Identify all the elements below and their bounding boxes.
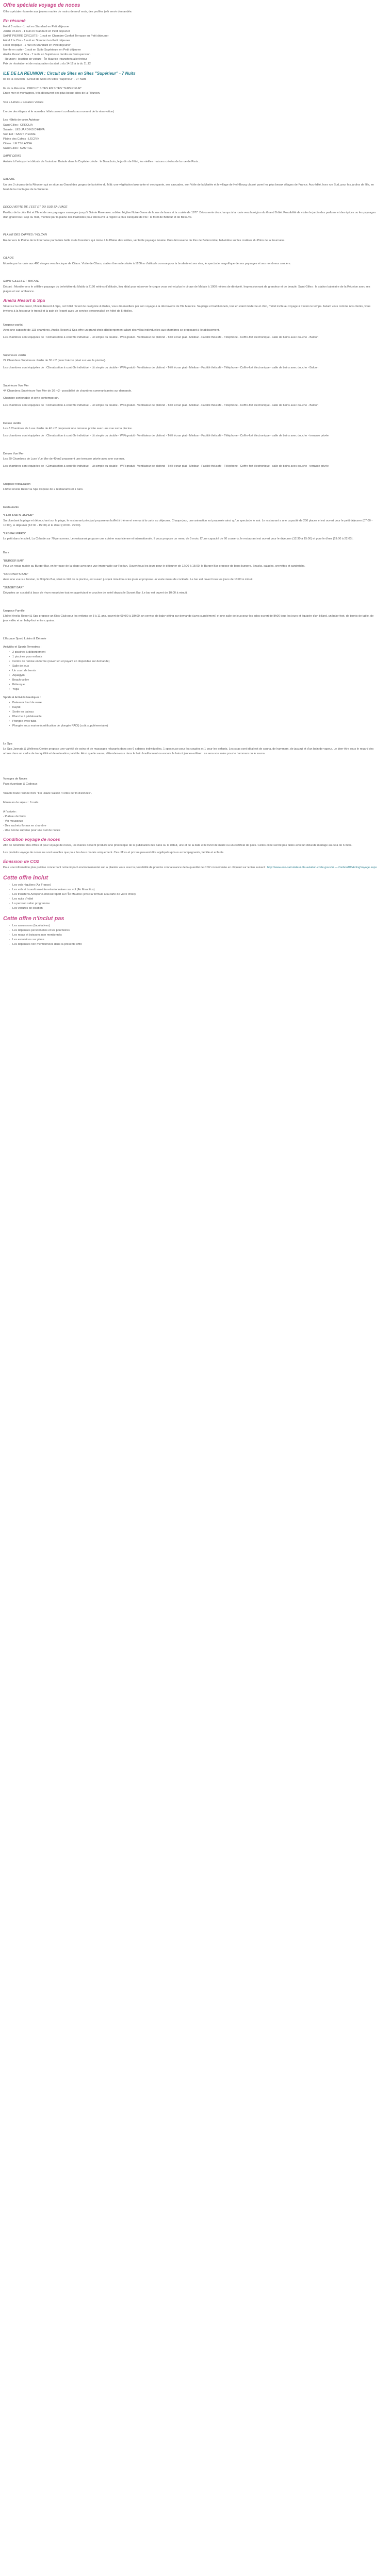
list-item: • Centre de remise en forme (ouvert en et payant en disponible sur demande) [12,659,379,664]
room-1-text: 22 Chambres Supérieure Jardin de 30 m2 (avec balcon privé sur vue la piscine). [3,359,106,362]
saint-denis-text: Arrivée à l'aéroport et débute de l'autotour. Balade dans la Capitale créole : le Barachois, le jardin de l'état, les vieilles maisons créoles de la rue de Paris... [3,160,201,163]
restaurant-1-name: "LES PALMIERS" [3,532,26,535]
text-line: Nomfe en suite - 1 nuit en Suite Supérieure en Petit déjeuner [3,48,82,52]
restaurant-0-name: "LA PLAGE BLANCHE" [3,514,34,517]
emission-body: Pour une information plus précise concernant notre impact environnemental sur la planète vous avez la possibilité de prendre connaissance de la quantité de CO2 consommée en cliquant sur le lien suivant : [3,866,267,869]
text-line: Hôtel 2 la Cira - 1 nuit en Standard en Petit déjeuner [3,39,70,42]
text-line: Minimum de séjour : 6 nuits [3,801,39,804]
restaurant-5-text: Dégustez un cocktail à base de rhum mauricien tout en appréciant le coucher de soleil depuis le Sunset Bar. Le bar est ouvert de 10:00 à minuit. [3,591,188,595]
room-2-label: Supérieure Vue Mer [3,384,29,387]
inclut-list [3,883,379,911]
room-0-text: Avec une capacité de 133 chambres, Anelia Resort & Spa offre un grand choix d'hébergement allant des villas individuelles aux chambres se proposant à l'établissement. [3,329,220,332]
plaine-text: Route vers la Plaine de la Fournaise par la très belle route forestière qui mène à la Plaine des sables, véritable paysage lunaire. Puis découverte du Pas de Bellecombe, belvédère sur les cratères du Piton de la Fournaise. [3,239,285,242]
spa-text: Le Spa Jannata & Wellness Centre propose une variété de soins et de massages relaxants dans ses 6 cabines individuelles, 1 spacieuse pour les couples et 1 pour les enfants. Les spas sont idéal est de sauna, de hammam, de jacuzzi et d'un bain de vapeur. Le bien-être sous le regard des arbres dans un cadre de tranquillité et de relaxation paisible. Ainsi que le sauna, détendez-vous dans le bain bouillonnant ou encore le bain à jeunes-utiliser : ce sera vos soins pour le hammam ou le sauna. [3,748,374,755]
text-line: Cilaos : LE TSILAOSA [3,142,32,145]
voyage-label: Voyages de Noces [3,777,27,781]
list-item: - Les dépenses non mentionnées dans la présente offre [12,942,379,947]
list-item: • 2 piscines à débordement [12,650,379,655]
anelia-heading: Anelia Resort & Spa [3,298,45,303]
text-line: Prix de résolution et de restauration du start u du 14.12 à la du 11.12 [3,62,91,65]
condition-text2: Les produits voyage de noces ne sont valables que pour les deux mariés uniquement. Ces offres et prix ne peuvent être appliqués qu'aux accompagnants, famille et enfants. [3,851,224,854]
room-0-label: Unspace partial [3,324,23,327]
emission-heading: Émission de CO2 [3,859,39,864]
room-3-text: Les 8 Chambres de Luxe Jardin de 40 m2 proposent une terrasse privée avec une vue sur la piscine. [3,427,133,430]
espace-famille-text: L'hôtel Anelia Resort & Spa propose un Kids Club pour les enfants de 3 à 11 ans, ouvert de 09h00 à 18h00, un service de baby-sitting sur demande (avec supplément) et une salle de jeux pour les ados ouvert de 8h00 tous les jours et équipée d'un billard, un baby-foot, de tennis de table, de jeux vidéo et un baby-foot entre copains. [3,615,374,622]
restaurant-1-text: Le petit dans le soleil, La Cirbade sur 70 personnes. Le restaurant propose une cuisine mauricienne et internationale. Il vous propose un menu de 5 mois. D'une capacité de 60 couverts, le restaurant est ouvert pour le déjeuner (12:30 à 15:00) et pour le dîner (19:00 à 22:00). [3,537,353,540]
list-item: • Salle de jeux [12,664,379,669]
restaurant-4-text: Avec une vue sur l'océan, le Dolphin Bar, situé à côté de la piscine, est ouvert jusqu'à minuit tous les jours et propose un vaste menu de cocktails. Le bar est ouvert tous les jours de 10:00 à minuit. [3,578,253,581]
list-item: • Plongée sous marine (certification de plongée PADI) (coût supplémentaire) [12,724,379,728]
text-line [3,796,379,801]
list-item: - Les vols et taxes/trans-inter-réunionnaises sur vol (Air Mauritius) [12,888,379,892]
resume-heading: En résumé [3,18,26,23]
restaurants-label: Restaurants [3,506,19,509]
list-item: • Kayak [12,705,379,710]
hotels-label: Les Hôtels de votre Autotour [3,118,40,122]
room-3-text2: Les chambres sont équipées de : Climatisation à contrôle individuel - Lit simple ou double - WiFi gratuit - Ventilateur de plafond - Télé écran plat - Minibar - Facilité thé/café - Téléphone - Coffre-fort électronique - salle de bains avec douche - terrasse privée [3,434,329,437]
decouverte-heading: DECOUVERTE DE L'EST ET DU SUD SAUVAGE [3,206,68,209]
page-title: Offre spéciale voyage de noces [3,3,80,8]
text-line: Entre mer et montagnes, très découvert des plus beaux sites de la Réunion. [3,92,101,95]
emission-text [3,866,379,870]
decouverte-text: Profitez de la côte Est et l'île et de ses paysages sauvages jusqu'à Sainte Rose avec arbitre; l'église Notre-Dame de la rue de laves et la coulée de 1977. Découverte des champs à la route vers la région du Grand Brûlé. Possibilité de visiter le jardin des parfums et des épices ou les paysages d'un grand tour. Cap ou midi, montée par la plaine des Palmistes pour découvrir la région la plus tranquille de l'île : la forêt de Bébour et de Bélouve. [3,211,376,219]
voyage-lines [3,782,379,833]
restaurant-4-name: "COCONUTS BAR" [3,573,29,576]
hotels-lines [3,123,379,151]
plaine-heading: PLAINE DES CAFRES / VOLCAN [3,233,47,236]
text-line: SAINT PIERRE CIRCUITS - 1 nuit en Chambre Confort Terrasse en Petit déjeuner [3,35,109,38]
text-line: Anelia Resort & Spa - 7 nuits en Supérieure Jardin en Demi-pension [3,53,91,56]
restaurant-0-text: Surplombant la plage et débouchant sur la plage, le restaurant principal propose un buffet à thème et menus à la carte au déjeuner. Chaque jour, une animation est proposée ainsi qu'un spectacle le soir. Le restaurant a une capacité de 250 places et est ouvert pour le petit déjeuner (07:00 - 10:00), le déjeuner (12:30 - 15:00) et le dîner (19:00 - 22:00). [3,519,373,527]
text-line: - Des sachets floraux en chambre [3,824,46,827]
text-line: - Une bonne surprise pour une nuit de noces [3,829,60,832]
list-item: • Beach-volley [12,678,379,683]
text-line: Sud Est : SAINT PIERRE [3,133,36,136]
list-item: • Pétanque [12,683,379,687]
text-line: L'ordre des étapes et le nom des hôtels seront confirmés au moment de la réservation) [3,110,114,113]
text-line [3,82,379,87]
room-1-text2: Les chambres sont équipées de : Climatisation à contrôle individuel - Lit simple ou double - WiFi gratuit - Ventilateur de plafond - Télé écran plat - Minibar - Facilité thé/café - Téléphone - Coffre-fort électronique - salle de bains avec douche - Balcon [3,366,319,369]
room-3-label: Deluxe Jardin [3,422,21,425]
espace-sport-sub: Activités et Sports Terrestres : [3,646,42,649]
room-4-label: Deluxe Vue Mer [3,452,24,455]
list-item: - Les transferts Aéroport/Hôtel/Aéroport sur l'Île Maurice (avec la formule à la carte de votre choix) [12,892,379,897]
intro-text: Offre spéciale réservée aux jeunes mariés de moins de neuf mois, des prolifes (offr servir demandée. [3,10,133,13]
resume-lines [3,25,379,66]
text-line: - Plateau de fruits [3,815,26,818]
list-item: • Sortie en bateau [12,710,379,715]
page [0,0,382,960]
text-line [3,105,379,110]
text-line: Saint Gilles : NAUTILE [3,147,32,150]
text-line [3,805,379,810]
saint-denis-heading: SAINT DENIS [3,155,22,158]
restauration-label: Unspace restauration [3,483,31,486]
salazie-heading: SALAZIE [3,178,15,181]
list-item: • Bateau à fond de verre [12,701,379,705]
list-item: - Les assurances (facultatives) [12,924,379,928]
text-line: Hôtel Tropique - 1 nuit en Standard en Petit déjeuner [3,44,71,47]
restaurant-3-text: Pour un repas rapide au Burger Bar, en terrasse de la plage avec une vue imprenable sur l'océan. Ouvert tous les jours pour le déjeuner de 12:00 à 15:00, le Burger Bar propose de bons burgers. Snacks, salades, crevettes et sandwichs. [3,565,305,568]
espace-sport-label: L'Espace Sport, Loisirs & Détente [3,637,46,640]
text-line: Plaine des Cafres : L'ECRIN [3,138,40,141]
list-item: - Les dépenses personnelles et les pourboires [12,928,379,933]
text-line: - Vin mousseux [3,820,23,823]
restaurant-3-name: "BURGER BAR" [3,560,24,563]
list-item: • Planche à pédalosable [12,715,379,719]
sport-terrestre-list [3,650,379,692]
room-2-text2: Chambre confortable et style contemporain. [3,397,59,400]
text-line: A l'arrivée : [3,810,18,814]
anelia-text: Situé sur la côte ouest, l'Anelia Resort & Spa, cet hôtel récent de catégorie 4 étoiles, vous émerveillera par son voyage à la découverte de l'île Maurice. Sa plage et traditionnels, tout en étant moderne et chic, l'hôtel invite au voyage à travers le temps. Autant vous comme nos clients, vous invitons à la fois pour le travail et la paix de l'esprit avec un service personnalisé en hôtel de 5 étoiles. [3,305,371,313]
list-item: - Les nuits d'hôtel [12,897,379,902]
text-line: Jardin D'Heva - 1 nuit en Standard en Petit déjeuner [3,30,70,33]
restaurant-5-name: "SUNSET BAR" [3,586,24,589]
list-item: - Les excursions sur place [12,938,379,942]
inclut-heading: Cette offre inclut [3,875,48,881]
condition-heading: Condition voyage de noces [3,837,60,842]
restaurant-2-name: Bars [3,551,9,554]
text-line: - Réunion : location de voiture - Île Maurice : transferts aller/retour [3,58,87,61]
list-item: - Les repas et boissons non mentionnés [12,933,379,938]
exclut-list [3,924,379,947]
room-2-text: 44 Chambres Supérieure Vue Mer de 30 m2 - possibilité de chambres communicantes sur demande. [3,389,132,393]
room-1-label: Supérieure Jardin [3,354,26,357]
exclut-heading: Cette offre n'inclut pas [3,916,64,922]
list-item: • Yoga [12,687,379,692]
list-item: • 1 piscines pour enfants [12,655,379,659]
text-line: Voir + Hôtels + Location Voiture [3,101,44,104]
text-line: Pass Avantage & Cadeaux [3,783,38,786]
list-item: - Les voitures de location [12,906,379,911]
text-line [3,96,379,100]
salazie-text: Un des 3 cirques de la Réunion qui se situe au Grand des gorges de la rivière du Mât: une végétation luxuriante et verdoyante, ses cascades, son Voile de la Mariée et le village de Hell-Bourg classé parmi les plus beaux villages de France. Accrédité, hors rue Sud, pour les jardins de l'île, en haut de la montagne de la Sucrerie. [3,183,374,191]
list-item: • Aquagym [12,673,379,678]
text-line: Hotel 3 nuitas - 1 nuit en Standard en Petit déjeuner [3,25,70,28]
list-item: • Plongée avec tuba [12,719,379,724]
emission-link[interactable]: http://www.eco-calculateur.dta.aviation-civile.gouv.fr/ — CarbonDOActingVoyage.aspx [267,866,377,869]
text-line: Ile de la Réunion : Circuit de Sites en Sites "Supérieur" - 07 Nuits [3,78,87,81]
ile-lines [3,77,379,114]
sport-nautique-list [3,701,379,728]
list-item: - Les vols réguliers (Air France) [12,883,379,888]
condition-text: Afin de bénéficier des offres et pour voyage de noces, les mariés doivent produire une photocopie de la publication des bans ou le début, une et de la date et le livret de marié ou un certificat de pacs. Celles-ci ne seront pas faites avec un délai de mariage au-delà de 6 mois. [3,844,352,847]
text-line: Ile de la Réunion : CIRCUIT SITES EN SITES "SUPERIEUR" [3,87,82,90]
text-line: Salazie : LES JARDINS D'HEVA [3,128,45,131]
espace-famille-label: Unspace Famille [3,609,25,613]
cilaos-heading: CILAOS [3,257,14,260]
text-line [3,787,379,791]
restauration-text: L'hôtel Anelia Resort & Spa dispose de 2 restaurants et 1 bars. [3,488,84,491]
room-4-text2: Les chambres sont équipées de : Climatisation à contrôle individuel - Lit simple ou double - WiFi gratuit - Ventilateur de plafond - Télé écran plat - Minibar - Facilité thé/café - Téléphone - Coffre-fort électronique - salle de bains avec douche - terrasse privée [3,465,329,468]
saint-gilles-heading: SAINT GILLES ET MAFATE [3,280,39,283]
saint-gilles-text: Départ : Montée vers le célèbre paysage du belvédère du Maïdo à 2190 mètres d'altitude, lieu idéal pour observer le cirque vous voir et plus le cirque de Mafate à 1000 mètres de dénivelé. Impressionnant de grandeur et de beauté. Saint Gilles : le station balnéaire de la Réunion avec ses plages et son ambiance. [3,285,370,293]
text-line: Saint Gilles : CREOLIA [3,124,33,127]
room-2-text3: Les chambres sont équipées de : Climatisation à contrôle individuel - Lit simple ou double - WiFi gratuit - Ventilateur de plafond - Télé écran plat - Minibar - Facilité thé/café - Téléphone - Coffre-fort électronique - salle de bains avec douche - Balcon [3,404,319,407]
ile-heading: ILE DE LA REUNION : Circuit de Sites en Sites "Supérieur" - 7 Nuits [3,71,136,76]
list-item: - La pension selon programme [12,902,379,906]
list-item: • Un court de tennis [12,669,379,673]
room-0-text2: Les chambres sont équipées de : Climatisation à contrôle individuel - Lit simple ou double - WiFi gratuit - Ventilateur de plafond - Télé écran plat - Minibar - Facilité thé/café - Téléphone - Coffre-fort électronique - salle de bains avec douche - Balcon [3,336,319,339]
text-line: Valable toute l'année hors "Fin Haute Saison / Fêtes de fin d'années". [3,792,92,795]
cilaos-text: Montée par la route aux 400 virages vers le cirque de Cilaos. Visite de Cilaos, station thermale située à 1200 m d'altitude connue pour la broderie et ses vins, le spectacle magnifique de ses paysages et ses nombreux sentiers. [3,262,291,265]
espace-sport-sub2: Sports & Activités Nautiques : [3,696,41,699]
room-4-text: Les 20 Chambres de Luxe Vue Mer de 40 m2 proposent une terrasse privée avec une vue mer. [3,457,125,461]
spa-label: Le Spa [3,742,12,745]
